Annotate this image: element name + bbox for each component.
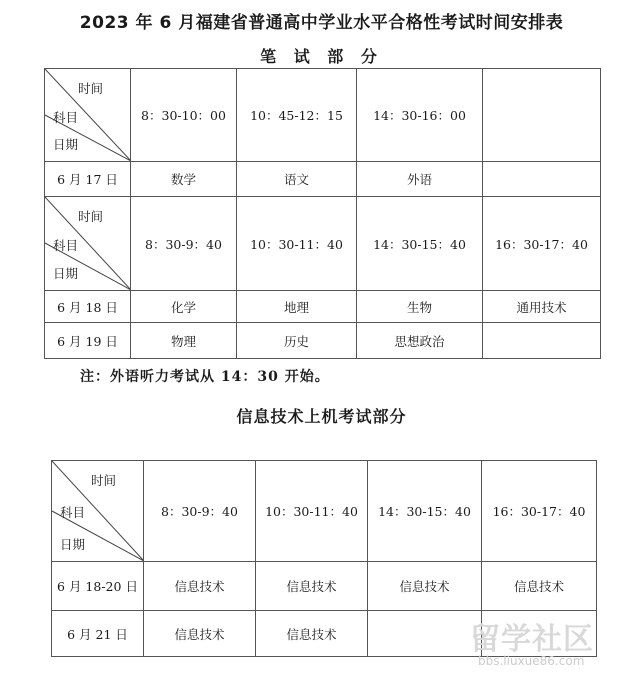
time-slot-header: 10：30-11：40 [256,461,368,562]
subject-cell: 历史 [237,323,357,359]
date-cell: 6 月 21 日 [52,611,144,657]
subject-cell [483,323,601,359]
header-label-date: 日期 [60,537,86,552]
date-cell: 6 月 19 日 [45,323,131,359]
subject-cell: 思想政治 [357,323,483,359]
time-slot-header [483,69,601,162]
page-title: 2023 年 6 月福建省普通高中学业水平合格性考试时间安排表 [79,13,564,33]
date-cell: 6 月 18 日 [45,291,131,323]
date-cell: 6 月 18-20 日 [52,562,144,611]
written-exam-table [44,68,601,359]
table-row [52,562,597,611]
header-label-date: 日期 [53,137,79,152]
subject-cell: 信息技术 [482,562,597,611]
subject-cell: 语文 [237,162,357,197]
diagonal-header-cell [45,197,131,291]
time-slot-header: 16：30-17：40 [483,197,601,291]
header-label-date: 日期 [53,266,79,281]
subject-cell: 通用技术 [483,291,601,323]
time-slot-header: 8：30-9：40 [131,197,237,291]
time-slot-header: 8：30-9：40 [144,461,256,562]
table-row [45,323,601,359]
table-row [45,162,601,197]
table-header-row [52,461,597,562]
subject-cell: 化学 [131,291,237,323]
table-row [45,291,601,323]
subject-cell [368,611,482,657]
time-slot-header: 14：30-15：40 [368,461,482,562]
subject-cell: 信息技术 [256,611,368,657]
subject-cell: 信息技术 [144,611,256,657]
diagonal-header-cell [52,461,144,562]
subject-cell: 生物 [357,291,483,323]
time-slot-header: 10：45-12：15 [237,69,357,162]
date-cell: 6 月 17 日 [45,162,131,197]
time-slot-header: 8：30-10：00 [131,69,237,162]
computer-exam-heading: 信息技术上机考试部分 [236,407,407,426]
subject-cell [483,162,601,197]
header-label-time: 时间 [77,81,103,96]
time-slot-header: 16：30-17：40 [482,461,597,562]
time-slot-header: 14：30-16：00 [357,69,483,162]
watermark-url: bbs.liuxue86.com [478,654,585,668]
subject-cell: 物理 [131,323,237,359]
time-slot-header: 10：30-11：40 [237,197,357,291]
table-header-row [45,197,601,291]
watermark-logo: 留学社区 [470,622,594,657]
subject-cell: 外语 [357,162,483,197]
subject-cell: 数学 [131,162,237,197]
header-label-subject: 科目 [53,109,79,125]
listening-test-note: 注：外语听力考试从 14：30 开始。 [80,369,330,385]
subject-cell: 地理 [237,291,357,323]
table-header-row [45,69,601,162]
subject-cell: 信息技术 [368,562,482,611]
header-label-subject: 科目 [53,238,79,254]
diagonal-header-cell [45,69,131,162]
header-label-time: 时间 [77,209,103,224]
time-slot-header: 14：30-15：40 [357,197,483,291]
header-label-subject: 科目 [60,505,86,520]
subject-cell: 信息技术 [256,562,368,611]
header-label-time: 时间 [90,473,116,488]
written-exam-heading: 笔 试 部 分 [260,47,383,66]
subject-cell: 信息技术 [144,562,256,611]
